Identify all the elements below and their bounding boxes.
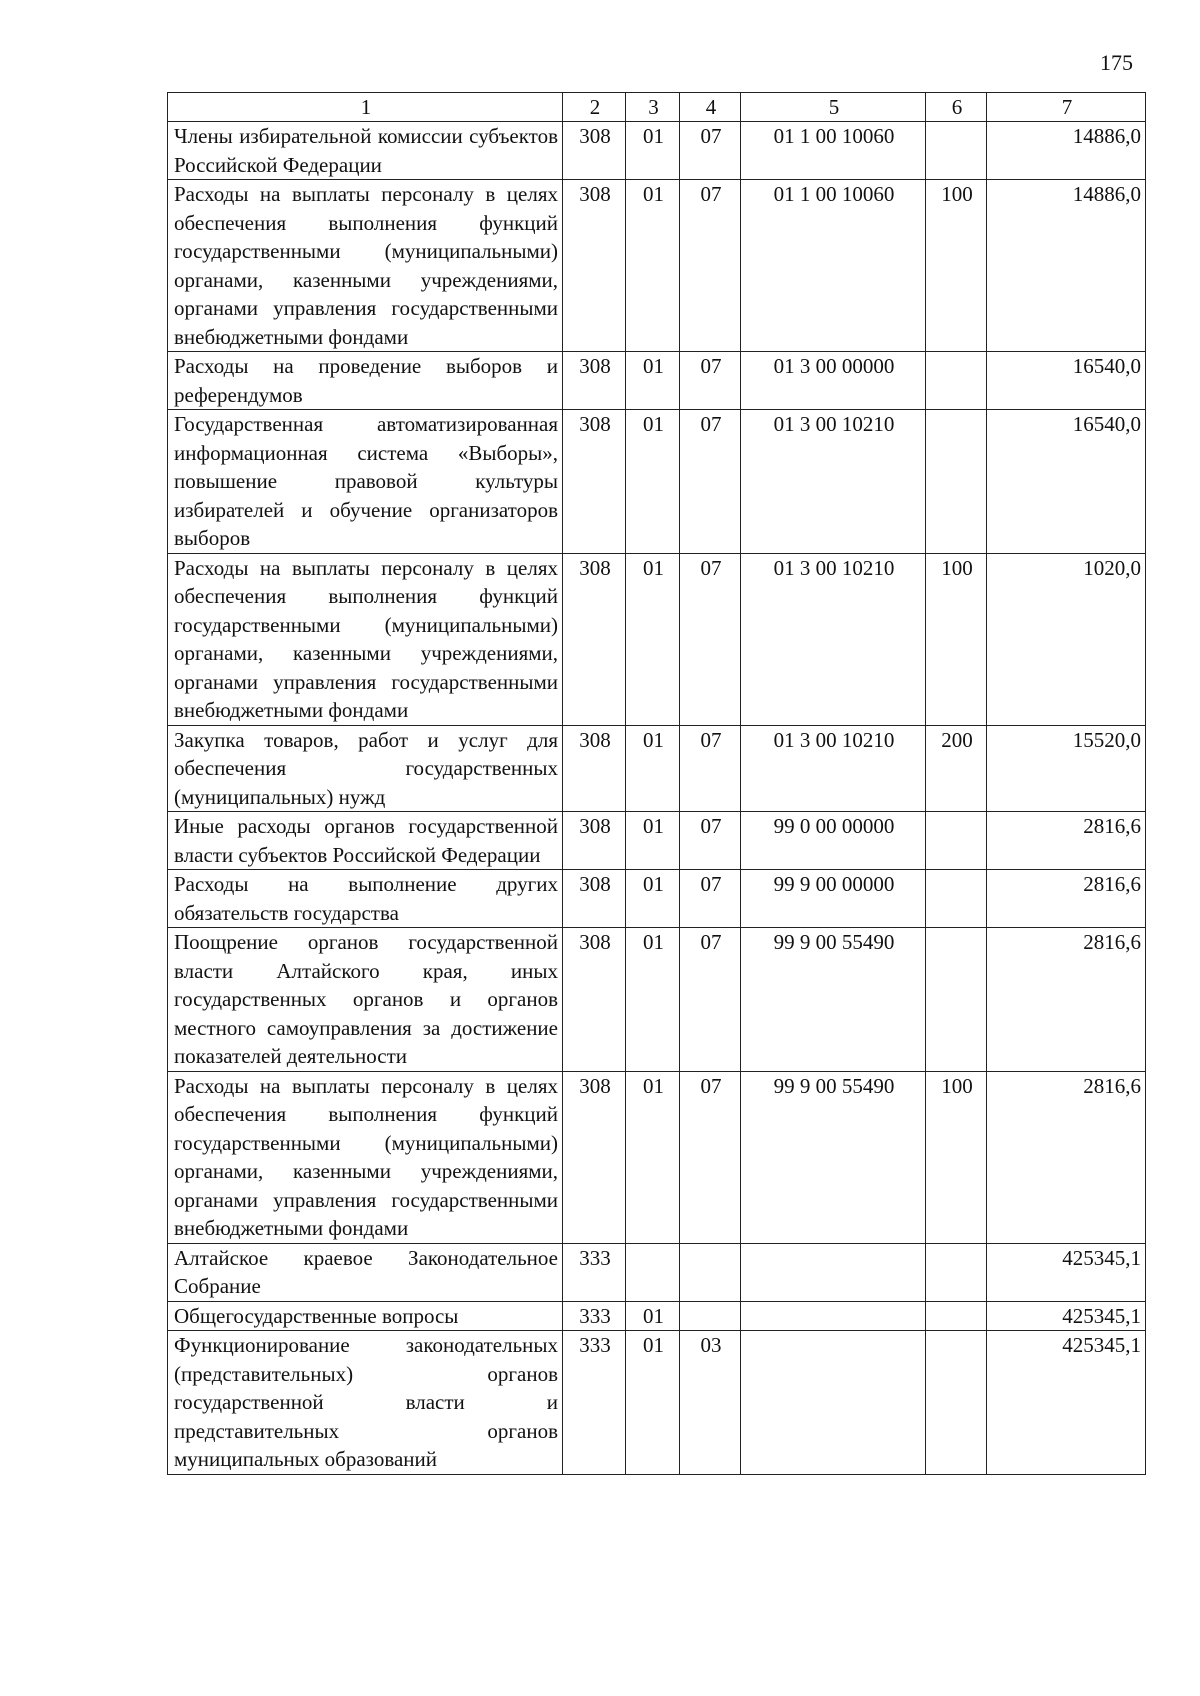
table-row bbox=[168, 1243, 1146, 1301]
row-amount: 2816,6 bbox=[987, 812, 1146, 870]
row-amount: 2816,6 bbox=[987, 1071, 1146, 1243]
row-subsection-code: 07 bbox=[680, 352, 741, 410]
header-row bbox=[168, 93, 1146, 122]
row-ministry-code: 308 bbox=[563, 870, 626, 928]
row-subsection-code: 07 bbox=[680, 870, 741, 928]
row-target-code bbox=[741, 1301, 926, 1331]
row-target-code: 99 9 00 55490 bbox=[741, 928, 926, 1072]
table-row bbox=[168, 553, 1146, 725]
row-name: Закупка товаров, работ и услуг для обеспечения государственных (муниципальных) нужд bbox=[168, 725, 563, 812]
row-ministry-code: 308 bbox=[563, 352, 626, 410]
row-expense-type bbox=[926, 928, 987, 1072]
header-col-3: 3 bbox=[626, 93, 680, 122]
row-expense-type bbox=[926, 1301, 987, 1331]
row-name: Расходы на проведение выборов и референдумов bbox=[168, 352, 563, 410]
row-target-code: 99 9 00 00000 bbox=[741, 870, 926, 928]
row-expense-type bbox=[926, 1243, 987, 1301]
table-row bbox=[168, 725, 1146, 812]
row-section-code: 01 bbox=[626, 352, 680, 410]
row-target-code: 99 9 00 55490 bbox=[741, 1071, 926, 1243]
row-subsection-code: 07 bbox=[680, 1071, 741, 1243]
header-col-7: 7 bbox=[987, 93, 1146, 122]
row-amount: 16540,0 bbox=[987, 410, 1146, 554]
row-amount: 425345,1 bbox=[987, 1301, 1146, 1331]
row-amount: 14886,0 bbox=[987, 122, 1146, 180]
row-ministry-code: 333 bbox=[563, 1243, 626, 1301]
row-ministry-code: 308 bbox=[563, 812, 626, 870]
row-ministry-code: 308 bbox=[563, 553, 626, 725]
table-row bbox=[168, 812, 1146, 870]
header-col-2: 2 bbox=[563, 93, 626, 122]
row-subsection-code: 07 bbox=[680, 812, 741, 870]
page-number: 175 bbox=[1100, 50, 1133, 75]
row-target-code: 01 1 00 10060 bbox=[741, 180, 926, 352]
row-section-code: 01 bbox=[626, 180, 680, 352]
row-amount: 2816,6 bbox=[987, 870, 1146, 928]
row-section-code bbox=[626, 1243, 680, 1301]
row-section-code: 01 bbox=[626, 812, 680, 870]
row-ministry-code: 308 bbox=[563, 928, 626, 1072]
table-row bbox=[168, 122, 1146, 180]
table-row bbox=[168, 1301, 1146, 1331]
table-row bbox=[168, 180, 1146, 352]
row-subsection-code: 07 bbox=[680, 553, 741, 725]
row-expense-type: 100 bbox=[926, 1071, 987, 1243]
row-subsection-code: 07 bbox=[680, 725, 741, 812]
row-target-code bbox=[741, 1331, 926, 1475]
row-amount: 16540,0 bbox=[987, 352, 1146, 410]
row-target-code: 01 3 00 10210 bbox=[741, 553, 926, 725]
row-name: Государственная автоматизированная информационная система «Выборы», повышение правовой культуры избирателей и обучение организаторов выборов bbox=[168, 410, 563, 554]
row-name: Расходы на выплаты персоналу в целях обеспечения выполнения функций государственными (муниципальными) органами, казенными учреждениями, органами управления государственными внебюджетными фондами bbox=[168, 180, 563, 352]
row-expense-type: 100 bbox=[926, 180, 987, 352]
row-name: Поощрение органов государственной власти Алтайского края, иных государственных органов и органов местного самоуправления за достижение показателей деятельности bbox=[168, 928, 563, 1072]
row-target-code: 01 3 00 00000 bbox=[741, 352, 926, 410]
row-amount: 1020,0 bbox=[987, 553, 1146, 725]
row-ministry-code: 308 bbox=[563, 180, 626, 352]
row-section-code: 01 bbox=[626, 1071, 680, 1243]
row-subsection-code: 07 bbox=[680, 410, 741, 554]
row-name: Алтайское краевое Законодательное Собрание bbox=[168, 1243, 563, 1301]
header-col-4: 4 bbox=[680, 93, 741, 122]
row-ministry-code: 333 bbox=[563, 1331, 626, 1475]
row-section-code: 01 bbox=[626, 928, 680, 1072]
row-subsection-code: 07 bbox=[680, 122, 741, 180]
row-name: Расходы на выплаты персоналу в целях обеспечения выполнения функций государственными (муниципальными) органами, казенными учреждениями, органами управления государственными внебюджетными фондами bbox=[168, 553, 563, 725]
header-col-6: 6 bbox=[926, 93, 987, 122]
row-section-code: 01 bbox=[626, 725, 680, 812]
row-ministry-code: 333 bbox=[563, 1301, 626, 1331]
row-section-code: 01 bbox=[626, 410, 680, 554]
row-name: Общегосударственные вопросы bbox=[168, 1301, 563, 1331]
row-ministry-code: 308 bbox=[563, 725, 626, 812]
row-target-code: 01 3 00 10210 bbox=[741, 725, 926, 812]
row-target-code bbox=[741, 1243, 926, 1301]
row-expense-type bbox=[926, 870, 987, 928]
row-expense-type bbox=[926, 1331, 987, 1475]
budget-table bbox=[167, 92, 1146, 1475]
row-name: Функционирование законодательных (представительных) органов государственной власти и представительных органов муниципальных образований bbox=[168, 1331, 563, 1475]
row-name: Члены избирательной комиссии субъектов Российской Федерации bbox=[168, 122, 563, 180]
row-subsection-code: 07 bbox=[680, 180, 741, 352]
table-row bbox=[168, 870, 1146, 928]
row-target-code: 01 1 00 10060 bbox=[741, 122, 926, 180]
row-subsection-code: 03 bbox=[680, 1331, 741, 1475]
row-ministry-code: 308 bbox=[563, 1071, 626, 1243]
table-row bbox=[168, 1331, 1146, 1475]
header-col-1: 1 bbox=[168, 93, 563, 122]
row-section-code: 01 bbox=[626, 122, 680, 180]
row-name: Расходы на выполнение других обязательств государства bbox=[168, 870, 563, 928]
row-section-code: 01 bbox=[626, 1331, 680, 1475]
row-subsection-code bbox=[680, 1301, 741, 1331]
table-row bbox=[168, 928, 1146, 1072]
row-ministry-code: 308 bbox=[563, 122, 626, 180]
row-section-code: 01 bbox=[626, 870, 680, 928]
row-amount: 2816,6 bbox=[987, 928, 1146, 1072]
row-expense-type: 200 bbox=[926, 725, 987, 812]
row-amount: 14886,0 bbox=[987, 180, 1146, 352]
row-ministry-code: 308 bbox=[563, 410, 626, 554]
row-expense-type bbox=[926, 352, 987, 410]
row-amount: 15520,0 bbox=[987, 725, 1146, 812]
row-name: Иные расходы органов государственной власти субъектов Российской Федерации bbox=[168, 812, 563, 870]
table-row bbox=[168, 352, 1146, 410]
header-col-5: 5 bbox=[741, 93, 926, 122]
row-expense-type: 100 bbox=[926, 553, 987, 725]
table-row bbox=[168, 410, 1146, 554]
row-section-code: 01 bbox=[626, 553, 680, 725]
row-expense-type bbox=[926, 122, 987, 180]
table-row bbox=[168, 1071, 1146, 1243]
row-section-code: 01 bbox=[626, 1301, 680, 1331]
row-target-code: 99 0 00 00000 bbox=[741, 812, 926, 870]
row-subsection-code bbox=[680, 1243, 741, 1301]
row-expense-type bbox=[926, 812, 987, 870]
row-subsection-code: 07 bbox=[680, 928, 741, 1072]
row-amount: 425345,1 bbox=[987, 1243, 1146, 1301]
row-name: Расходы на выплаты персоналу в целях обеспечения выполнения функций государственными (муниципальными) органами, казенными учреждениями, органами управления государственными внебюджетными фондами bbox=[168, 1071, 563, 1243]
row-target-code: 01 3 00 10210 bbox=[741, 410, 926, 554]
row-amount: 425345,1 bbox=[987, 1331, 1146, 1475]
row-expense-type bbox=[926, 410, 987, 554]
